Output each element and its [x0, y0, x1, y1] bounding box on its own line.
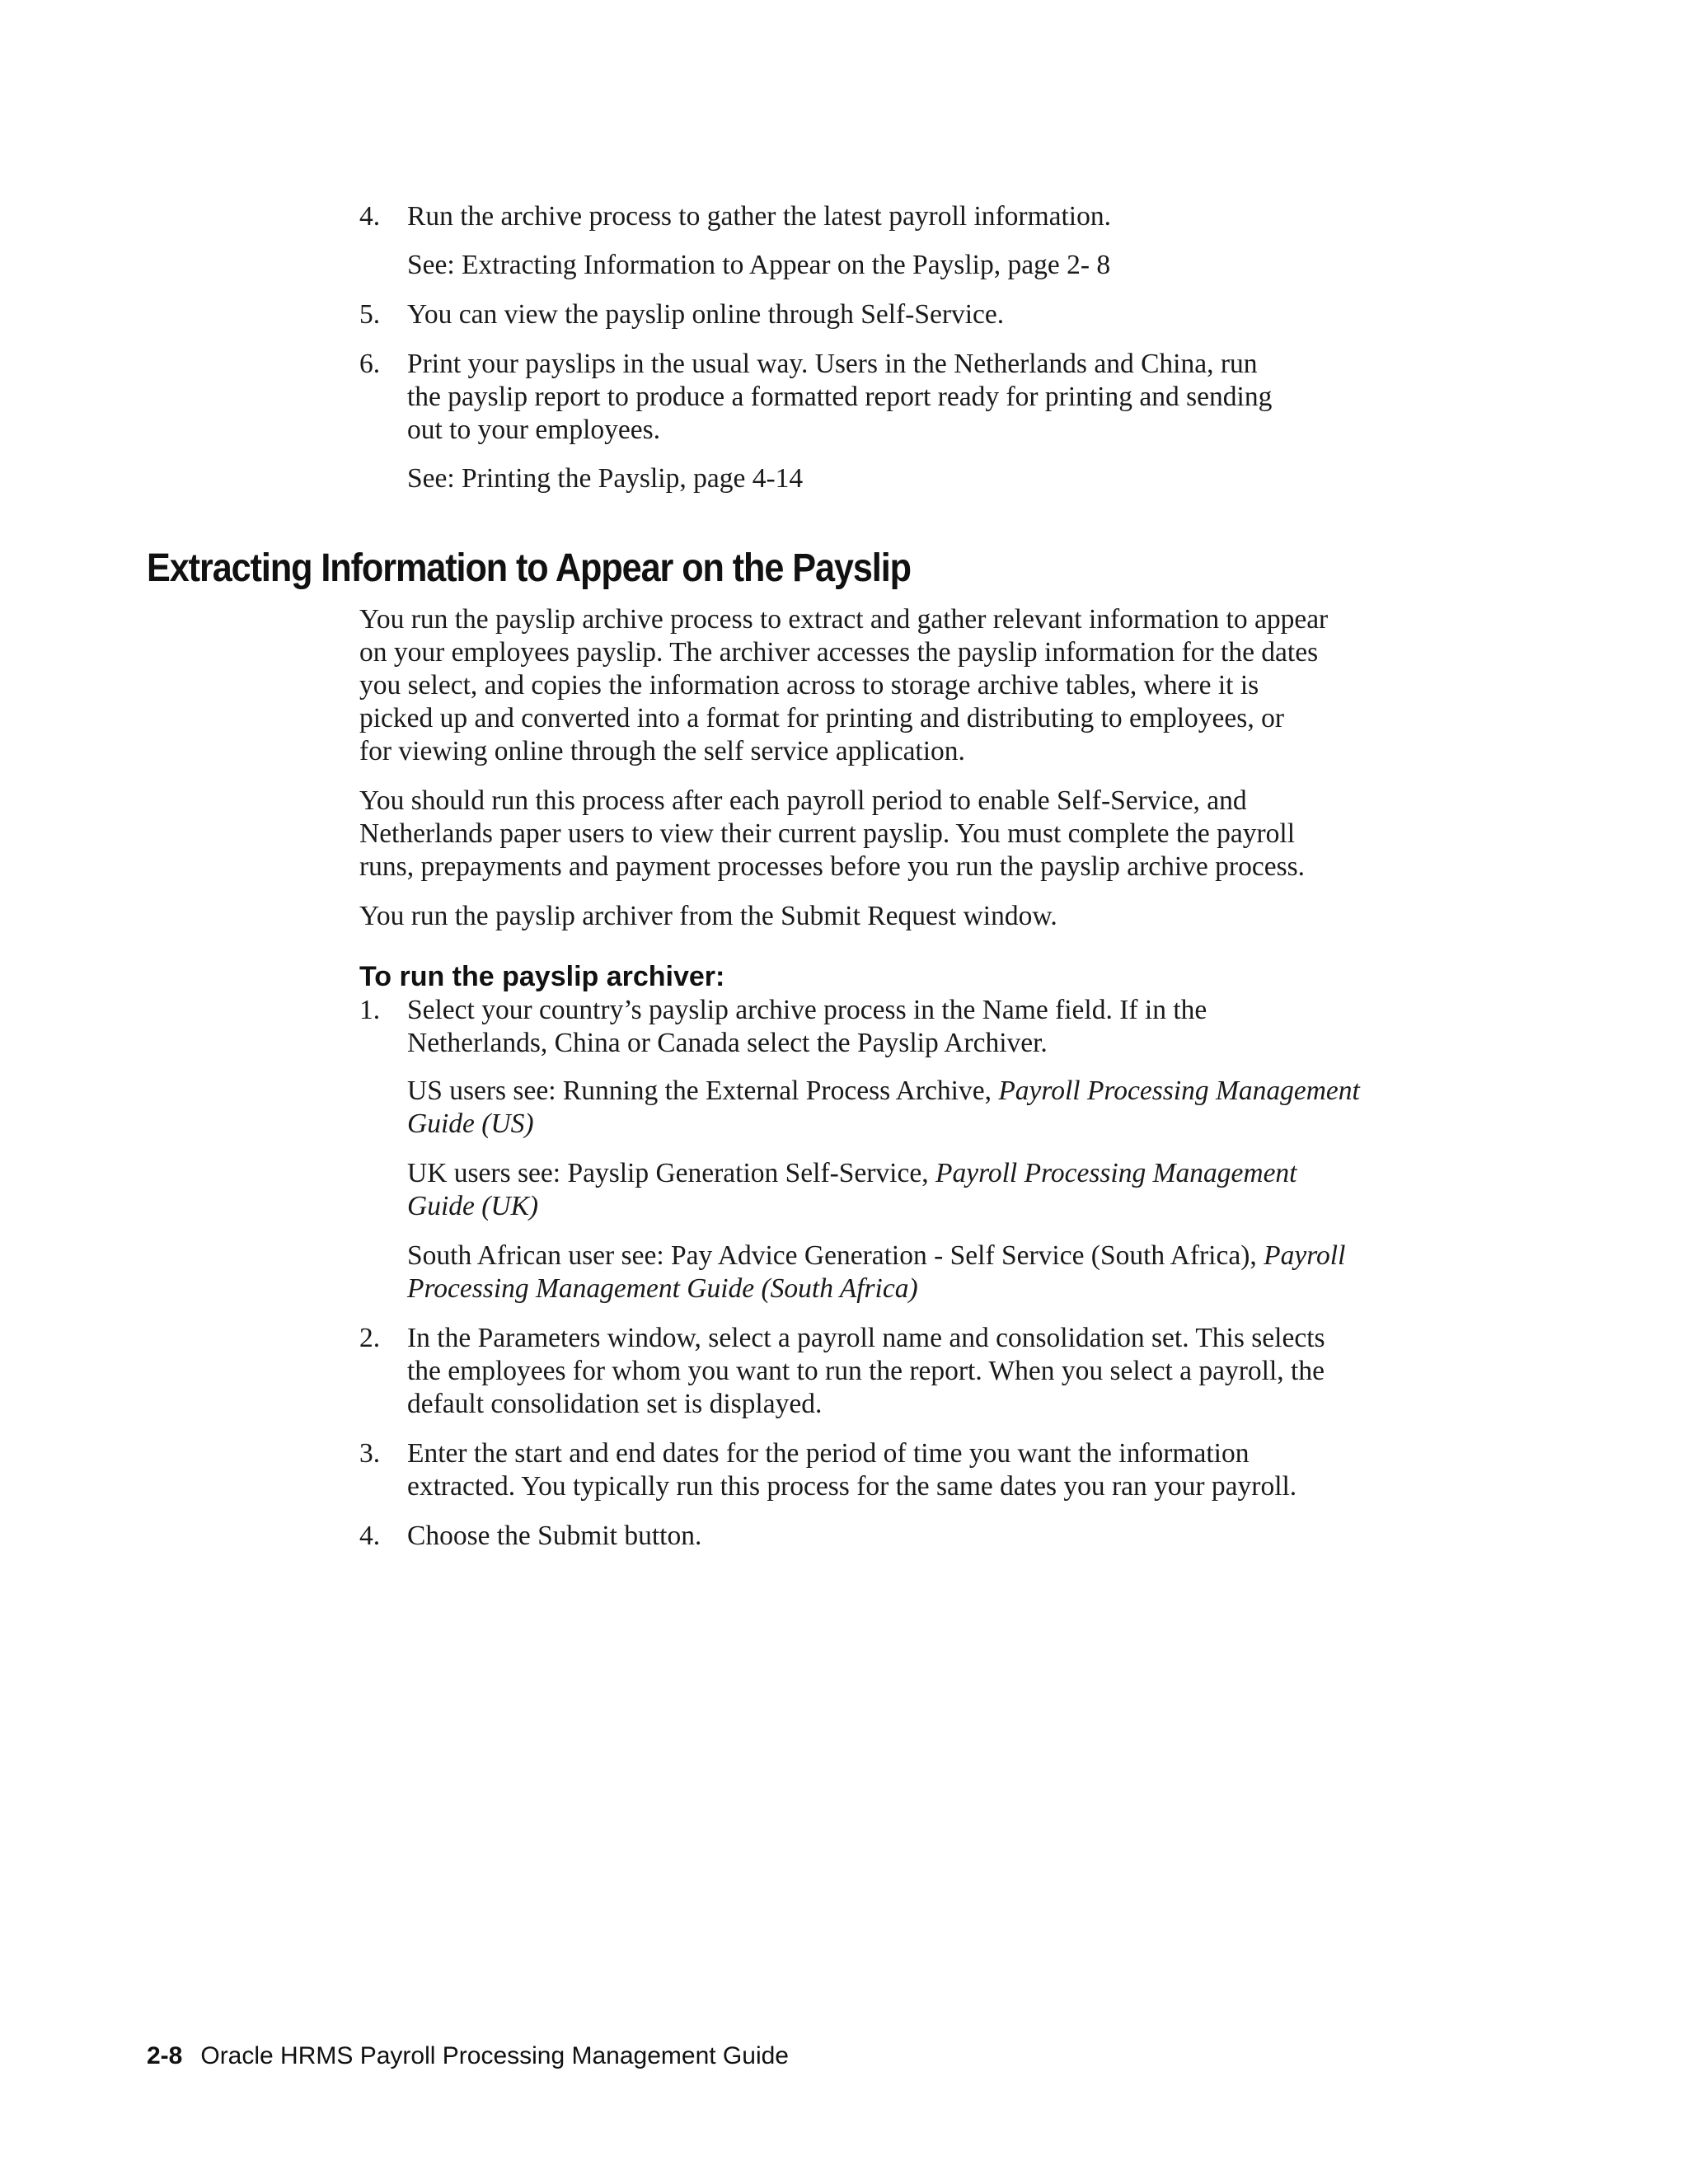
- list-number: 6.: [359, 349, 381, 379]
- paragraph-line: runs, prepayments and payment processes before you run the payslip archive process.: [359, 851, 1306, 882]
- step-2: [359, 1322, 1431, 1421]
- uk-reference: [359, 1157, 1431, 1223]
- see-reference: See: Extracting Information to Appear on the Payslip, page 2- 8: [407, 250, 1111, 280]
- list-number: 4.: [359, 201, 381, 232]
- section-body: [359, 603, 1431, 1553]
- procedure-heading: To run the payslip archiver:: [359, 961, 725, 992]
- submit-request-paragraph: You run the payslip archiver from the Submit Request window.: [359, 901, 1057, 931]
- step-number: 2.: [359, 1323, 381, 1353]
- schedule-paragraph: [359, 785, 1431, 883]
- step-text-line: Enter the start and end dates for the period of time you want the information: [407, 1438, 1250, 1469]
- step-number: 4.: [359, 1521, 381, 1551]
- list-item-5: [359, 298, 1431, 331]
- south-africa-reference: [359, 1240, 1431, 1305]
- book-title: Oracle HRMS Payroll Processing Management Guide: [200, 2042, 789, 2069]
- list-item-4: [359, 200, 1431, 233]
- guide-title: Payroll Processing Management: [935, 1158, 1297, 1188]
- see-reference: See: Printing the Payslip, page 4-14: [407, 463, 804, 494]
- guide-title: Processing Management Guide (South Africa): [407, 1273, 918, 1304]
- page-footer: [147, 2040, 789, 2073]
- paragraph-line: picked up and converted into a format for printing and distributing to employees, or: [359, 703, 1284, 733]
- guide-title: Guide (UK): [407, 1191, 539, 1221]
- step-text: Choose the Submit button.: [407, 1521, 702, 1551]
- reference-prefix: South African user see: Pay Advice Generation - Self Service (South Africa),: [407, 1240, 1264, 1271]
- step-text-line: extracted. You typically run this process for the same dates you ran your payroll.: [407, 1471, 1297, 1502]
- step-text-line: Netherlands, China or Canada select the Payslip Archiver.: [407, 1028, 1048, 1058]
- step-text-line: the employees for whom you want to run the report. When you select a payroll, the: [407, 1356, 1325, 1386]
- section-title: Extracting Information to Appear on the Payslip: [147, 546, 911, 590]
- reference-prefix: US users see: Running the External Process Archive,: [407, 1076, 999, 1106]
- step-text-line: default consolidation set is displayed.: [407, 1389, 823, 1419]
- paragraph-line: on your employees payslip. The archiver accesses the payslip information for the dates: [359, 637, 1319, 668]
- step-3: [359, 1437, 1431, 1503]
- intro-paragraph: [359, 603, 1431, 768]
- step-number: 1.: [359, 995, 381, 1025]
- paragraph-line: you select, and copies the information across to storage archive tables, where it is: [359, 670, 1259, 701]
- us-reference: [359, 1075, 1431, 1141]
- list-number: 5.: [359, 299, 381, 330]
- paragraph-line: You run the payslip archive process to extract and gather relevant information to appear: [359, 604, 1329, 635]
- list-item-text-line: Print your payslips in the usual way. Users in the Netherlands and China, run: [407, 349, 1258, 379]
- page-number: 2-8: [147, 2042, 183, 2069]
- top-list: [359, 200, 1431, 495]
- paragraph-line: Netherlands paper users to view their current payslip. You must complete the payroll: [359, 818, 1296, 849]
- reference-prefix: UK users see: Payslip Generation Self-Service,: [407, 1158, 935, 1188]
- step-text-line: In the Parameters window, select a payroll name and consolidation set. This selects: [407, 1323, 1325, 1353]
- list-item-text: You can view the payslip online through Self-Service.: [407, 299, 1005, 330]
- list-item-text: Run the archive process to gather the latest payroll information.: [407, 201, 1111, 232]
- step-1: [359, 994, 1431, 1060]
- list-item-6: [359, 348, 1431, 447]
- step-4: [359, 1520, 1431, 1553]
- guide-title: Payroll Processing Management: [998, 1076, 1360, 1106]
- guide-title: Payroll: [1264, 1240, 1346, 1271]
- step-text-line: Select your country’s payslip archive process in the Name field. If in the: [407, 995, 1207, 1025]
- step-number: 3.: [359, 1438, 381, 1469]
- list-item-text-line: the payslip report to produce a formatted report ready for printing and sending: [407, 382, 1273, 412]
- guide-title: Guide (US): [407, 1108, 534, 1139]
- paragraph-line: You should run this process after each payroll period to enable Self-Service, and: [359, 785, 1247, 816]
- paragraph-line: for viewing online through the self service application.: [359, 736, 965, 766]
- list-item-text-line: out to your employees.: [407, 415, 661, 445]
